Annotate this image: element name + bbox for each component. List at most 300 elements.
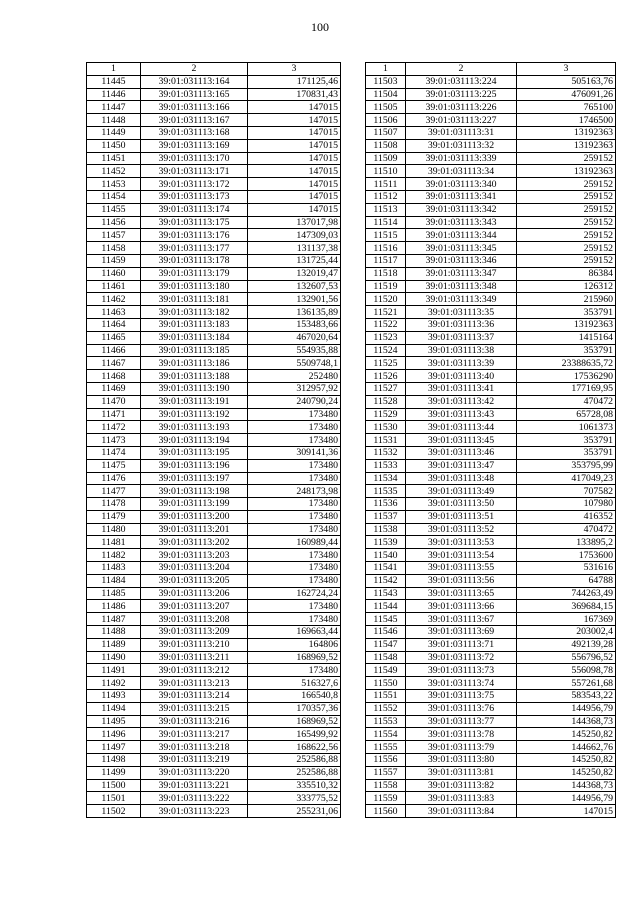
value-cell: 145250,82 <box>517 754 616 767</box>
value-cell: 557261,68 <box>517 677 616 690</box>
cadastral-code-cell: 39:01:031113:180 <box>141 280 248 293</box>
header-cell-number: 1 <box>366 63 406 76</box>
value-cell: 173480 <box>248 600 341 613</box>
table-row <box>366 587 616 600</box>
table-row <box>87 664 341 677</box>
row-number-cell: 11460 <box>87 267 141 280</box>
value-cell: 173480 <box>248 562 341 575</box>
row-number-cell: 11556 <box>366 754 406 767</box>
table-row <box>366 510 616 523</box>
table-row <box>87 485 341 498</box>
value-cell: 147015 <box>248 101 341 114</box>
value-cell: 505163,76 <box>517 75 616 88</box>
value-cell: 259152 <box>517 190 616 203</box>
cadastral-code-cell: 39:01:031113:45 <box>406 434 517 447</box>
table-row <box>87 600 341 613</box>
table-row <box>366 75 616 88</box>
table-row <box>87 690 341 703</box>
header-cell-value: 3 <box>248 63 341 76</box>
row-number-cell: 11506 <box>366 114 406 127</box>
table-row <box>87 126 341 139</box>
cadastral-code-cell: 39:01:031113:215 <box>141 702 248 715</box>
cadastral-code-cell: 39:01:031113:200 <box>141 510 248 523</box>
value-cell: 171125,46 <box>248 75 341 88</box>
row-number-cell: 11516 <box>366 242 406 255</box>
table-row <box>87 510 341 523</box>
value-cell: 5509748,1 <box>248 357 341 370</box>
table-row <box>87 498 341 511</box>
table-row <box>366 728 616 741</box>
table-row <box>366 690 616 703</box>
value-cell: 203002,4 <box>517 626 616 639</box>
row-number-cell: 11455 <box>87 203 141 216</box>
table-row <box>366 574 616 587</box>
cadastral-code-cell: 39:01:031113:211 <box>141 651 248 664</box>
cadastral-code-cell: 39:01:031113:179 <box>141 267 248 280</box>
row-number-cell: 11515 <box>366 229 406 242</box>
row-number-cell: 11459 <box>87 254 141 267</box>
table-row <box>366 536 616 549</box>
table-row <box>366 715 616 728</box>
cadastral-code-cell: 39:01:031113:193 <box>141 421 248 434</box>
value-cell: 177169,95 <box>517 382 616 395</box>
value-cell: 170831,43 <box>248 88 341 101</box>
cadastral-code-cell: 39:01:031113:52 <box>406 523 517 536</box>
row-number-cell: 11470 <box>87 395 141 408</box>
table-row <box>87 75 341 88</box>
value-cell: 353795,99 <box>517 459 616 472</box>
table-row <box>87 190 341 203</box>
row-number-cell: 11448 <box>87 114 141 127</box>
row-number-cell: 11461 <box>87 280 141 293</box>
table-row <box>366 165 616 178</box>
row-number-cell: 11451 <box>87 152 141 165</box>
cadastral-code-cell: 39:01:031113:80 <box>406 754 517 767</box>
row-number-cell: 11538 <box>366 523 406 536</box>
cadastral-code-cell: 39:01:031113:204 <box>141 562 248 575</box>
value-cell: 417049,23 <box>517 472 616 485</box>
value-cell: 132901,56 <box>248 293 341 306</box>
table-row <box>87 139 341 152</box>
value-cell: 335510,32 <box>248 779 341 792</box>
cadastral-code-cell: 39:01:031113:191 <box>141 395 248 408</box>
table-row <box>366 485 616 498</box>
row-number-cell: 11541 <box>366 562 406 575</box>
table-body-right <box>366 63 616 818</box>
cadastral-code-cell: 39:01:031113:44 <box>406 421 517 434</box>
row-number-cell: 11511 <box>366 178 406 191</box>
cadastral-code-cell: 39:01:031113:220 <box>141 766 248 779</box>
table-header-row <box>366 63 616 76</box>
row-number-cell: 11462 <box>87 293 141 306</box>
value-cell: 168969,52 <box>248 715 341 728</box>
cadastral-code-cell: 39:01:031113:47 <box>406 459 517 472</box>
cadastral-code-cell: 39:01:031113:46 <box>406 446 517 459</box>
row-number-cell: 11480 <box>87 523 141 536</box>
value-cell: 259152 <box>517 178 616 191</box>
value-cell: 144662,76 <box>517 741 616 754</box>
value-cell: 145250,82 <box>517 728 616 741</box>
row-number-cell: 11487 <box>87 613 141 626</box>
cadastral-code-cell: 39:01:031113:216 <box>141 715 248 728</box>
row-number-cell: 11534 <box>366 472 406 485</box>
row-number-cell: 11450 <box>87 139 141 152</box>
value-cell: 173480 <box>248 472 341 485</box>
value-cell: 492139,28 <box>517 638 616 651</box>
value-cell: 1415164 <box>517 331 616 344</box>
table-row <box>366 382 616 395</box>
row-number-cell: 11555 <box>366 741 406 754</box>
table-row <box>87 242 341 255</box>
cadastral-code-cell: 39:01:031113:66 <box>406 600 517 613</box>
row-number-cell: 11453 <box>87 178 141 191</box>
row-number-cell: 11505 <box>366 101 406 114</box>
row-number-cell: 11474 <box>87 446 141 459</box>
value-cell: 173480 <box>248 574 341 587</box>
cadastral-code-cell: 39:01:031113:344 <box>406 229 517 242</box>
value-cell: 531616 <box>517 562 616 575</box>
table-row <box>87 421 341 434</box>
row-number-cell: 11521 <box>366 306 406 319</box>
value-cell: 147015 <box>248 126 341 139</box>
value-cell: 137017,98 <box>248 216 341 229</box>
table-row <box>366 600 616 613</box>
cadastral-code-cell: 39:01:031113:37 <box>406 331 517 344</box>
cadastral-code-cell: 39:01:031113:185 <box>141 344 248 357</box>
row-number-cell: 11495 <box>87 715 141 728</box>
cadastral-code-cell: 39:01:031113:173 <box>141 190 248 203</box>
row-number-cell: 11551 <box>366 690 406 703</box>
row-number-cell: 11526 <box>366 370 406 383</box>
cadastral-code-cell: 39:01:031113:347 <box>406 267 517 280</box>
cadastral-code-cell: 39:01:031113:346 <box>406 254 517 267</box>
cadastral-code-cell: 39:01:031113:32 <box>406 139 517 152</box>
row-number-cell: 11525 <box>366 357 406 370</box>
value-cell: 86384 <box>517 267 616 280</box>
value-cell: 147015 <box>248 139 341 152</box>
cadastral-code-cell: 39:01:031113:169 <box>141 139 248 152</box>
cadastral-code-cell: 39:01:031113:195 <box>141 446 248 459</box>
row-number-cell: 11549 <box>366 664 406 677</box>
value-cell: 554935,88 <box>248 344 341 357</box>
table-row <box>87 370 341 383</box>
cadastral-code-cell: 39:01:031113:174 <box>141 203 248 216</box>
table-row <box>366 254 616 267</box>
table-row <box>87 792 341 805</box>
table-row <box>87 293 341 306</box>
value-cell: 131137,38 <box>248 242 341 255</box>
cadastral-code-cell: 39:01:031113:67 <box>406 613 517 626</box>
value-cell: 13192363 <box>517 165 616 178</box>
row-number-cell: 11466 <box>87 344 141 357</box>
page-number: 100 <box>311 20 329 34</box>
table-row <box>366 280 616 293</box>
row-number-cell: 11481 <box>87 536 141 549</box>
cadastral-code-cell: 39:01:031113:184 <box>141 331 248 344</box>
cadastral-code-cell: 39:01:031113:48 <box>406 472 517 485</box>
value-cell: 467020,64 <box>248 331 341 344</box>
value-cell: 13192363 <box>517 126 616 139</box>
value-cell: 136135,89 <box>248 306 341 319</box>
table-row <box>87 805 341 818</box>
value-cell: 369684,15 <box>517 600 616 613</box>
cadastral-code-cell: 39:01:031113:348 <box>406 280 517 293</box>
value-cell: 215960 <box>517 293 616 306</box>
cadastral-code-cell: 39:01:031113:343 <box>406 216 517 229</box>
table-row <box>87 306 341 319</box>
cadastral-code-cell: 39:01:031113:221 <box>141 779 248 792</box>
value-cell: 252586,88 <box>248 766 341 779</box>
cadastral-code-cell: 39:01:031113:217 <box>141 728 248 741</box>
row-number-cell: 11449 <box>87 126 141 139</box>
row-number-cell: 11465 <box>87 331 141 344</box>
table-row <box>366 267 616 280</box>
table-row <box>87 229 341 242</box>
table-row <box>87 165 341 178</box>
table-row <box>87 562 341 575</box>
table-row <box>366 114 616 127</box>
table-row <box>87 267 341 280</box>
row-number-cell: 11503 <box>366 75 406 88</box>
cadastral-code-cell: 39:01:031113:165 <box>141 88 248 101</box>
value-cell: 353791 <box>517 344 616 357</box>
row-number-cell: 11520 <box>366 293 406 306</box>
value-cell: 107980 <box>517 498 616 511</box>
table-row <box>366 741 616 754</box>
row-number-cell: 11482 <box>87 549 141 562</box>
cadastral-code-cell: 39:01:031113:192 <box>141 408 248 421</box>
row-number-cell: 11560 <box>366 805 406 818</box>
cadastral-table-left <box>86 62 341 818</box>
row-number-cell: 11509 <box>366 152 406 165</box>
cadastral-code-cell: 39:01:031113:203 <box>141 549 248 562</box>
value-cell: 173480 <box>248 510 341 523</box>
row-number-cell: 11548 <box>366 651 406 664</box>
row-number-cell: 11501 <box>87 792 141 805</box>
row-number-cell: 11491 <box>87 664 141 677</box>
table-row <box>87 318 341 331</box>
value-cell: 13192363 <box>517 139 616 152</box>
table-row <box>366 638 616 651</box>
cadastral-code-cell: 39:01:031113:35 <box>406 306 517 319</box>
row-number-cell: 11454 <box>87 190 141 203</box>
row-number-cell: 11445 <box>87 75 141 88</box>
row-number-cell: 11477 <box>87 485 141 498</box>
row-number-cell: 11529 <box>366 408 406 421</box>
row-number-cell: 11552 <box>366 702 406 715</box>
value-cell: 170357,36 <box>248 702 341 715</box>
value-cell: 147015 <box>248 165 341 178</box>
table-row <box>366 242 616 255</box>
row-number-cell: 11496 <box>87 728 141 741</box>
row-number-cell: 11489 <box>87 638 141 651</box>
cadastral-code-cell: 39:01:031113:183 <box>141 318 248 331</box>
cadastral-code-cell: 39:01:031113:197 <box>141 472 248 485</box>
table-row <box>366 370 616 383</box>
cadastral-code-cell: 39:01:031113:53 <box>406 536 517 549</box>
cadastral-code-cell: 39:01:031113:182 <box>141 306 248 319</box>
cadastral-code-cell: 39:01:031113:214 <box>141 690 248 703</box>
row-number-cell: 11490 <box>87 651 141 664</box>
value-cell: 144956,79 <box>517 792 616 805</box>
value-cell: 516327,6 <box>248 677 341 690</box>
table-row <box>366 626 616 639</box>
cadastral-code-cell: 39:01:031113:171 <box>141 165 248 178</box>
cadastral-code-cell: 39:01:031113:79 <box>406 741 517 754</box>
table-row <box>366 754 616 767</box>
row-number-cell: 11469 <box>87 382 141 395</box>
row-number-cell: 11550 <box>366 677 406 690</box>
table-row <box>87 395 341 408</box>
value-cell: 168969,52 <box>248 651 341 664</box>
value-cell: 173480 <box>248 408 341 421</box>
cadastral-code-cell: 39:01:031113:77 <box>406 715 517 728</box>
value-cell: 470472 <box>517 395 616 408</box>
value-cell: 162724,24 <box>248 587 341 600</box>
table-row <box>366 408 616 421</box>
cadastral-code-cell: 39:01:031113:31 <box>406 126 517 139</box>
table-row <box>87 178 341 191</box>
table-row <box>87 754 341 767</box>
cadastral-code-cell: 39:01:031113:225 <box>406 88 517 101</box>
cadastral-code-cell: 39:01:031113:164 <box>141 75 248 88</box>
value-cell: 173480 <box>248 664 341 677</box>
row-number-cell: 11492 <box>87 677 141 690</box>
cadastral-code-cell: 39:01:031113:210 <box>141 638 248 651</box>
table-body-left <box>87 63 341 818</box>
row-number-cell: 11510 <box>366 165 406 178</box>
table-row <box>87 344 341 357</box>
table-row <box>366 88 616 101</box>
cadastral-code-cell: 39:01:031113:167 <box>141 114 248 127</box>
cadastral-code-cell: 39:01:031113:340 <box>406 178 517 191</box>
table-row <box>366 446 616 459</box>
value-cell: 147015 <box>248 152 341 165</box>
cadastral-code-cell: 39:01:031113:83 <box>406 792 517 805</box>
cadastral-code-cell: 39:01:031113:54 <box>406 549 517 562</box>
row-number-cell: 11536 <box>366 498 406 511</box>
table-row <box>87 702 341 715</box>
cadastral-code-cell: 39:01:031113:78 <box>406 728 517 741</box>
value-cell: 65728,08 <box>517 408 616 421</box>
value-cell: 173480 <box>248 434 341 447</box>
cadastral-code-cell: 39:01:031113:166 <box>141 101 248 114</box>
row-number-cell: 11483 <box>87 562 141 575</box>
row-number-cell: 11494 <box>87 702 141 715</box>
row-number-cell: 11486 <box>87 600 141 613</box>
row-number-cell: 11447 <box>87 101 141 114</box>
table-row <box>87 587 341 600</box>
cadastral-code-cell: 39:01:031113:224 <box>406 75 517 88</box>
value-cell: 173480 <box>248 498 341 511</box>
row-number-cell: 11479 <box>87 510 141 523</box>
table-row <box>366 613 616 626</box>
value-cell: 312957,92 <box>248 382 341 395</box>
row-number-cell: 11545 <box>366 613 406 626</box>
row-number-cell: 11557 <box>366 766 406 779</box>
cadastral-code-cell: 39:01:031113:43 <box>406 408 517 421</box>
value-cell: 153483,66 <box>248 318 341 331</box>
cadastral-code-cell: 39:01:031113:341 <box>406 190 517 203</box>
cadastral-code-cell: 39:01:031113:194 <box>141 434 248 447</box>
value-cell: 144368,73 <box>517 779 616 792</box>
cadastral-code-cell: 39:01:031113:176 <box>141 229 248 242</box>
cadastral-code-cell: 39:01:031113:201 <box>141 523 248 536</box>
cadastral-code-cell: 39:01:031113:175 <box>141 216 248 229</box>
row-number-cell: 11508 <box>366 139 406 152</box>
table-row <box>366 331 616 344</box>
table-row <box>87 728 341 741</box>
cadastral-code-cell: 39:01:031113:196 <box>141 459 248 472</box>
value-cell: 144956,79 <box>517 702 616 715</box>
value-cell: 476091,26 <box>517 88 616 101</box>
row-number-cell: 11547 <box>366 638 406 651</box>
table-row <box>87 651 341 664</box>
row-number-cell: 11488 <box>87 626 141 639</box>
row-number-cell: 11537 <box>366 510 406 523</box>
cadastral-code-cell: 39:01:031113:186 <box>141 357 248 370</box>
row-number-cell: 11502 <box>87 805 141 818</box>
table-row <box>87 766 341 779</box>
row-number-cell: 11452 <box>87 165 141 178</box>
table-header-row <box>87 63 341 76</box>
cadastral-code-cell: 39:01:031113:349 <box>406 293 517 306</box>
value-cell: 164806 <box>248 638 341 651</box>
row-number-cell: 11498 <box>87 754 141 767</box>
table-row <box>366 472 616 485</box>
row-number-cell: 11533 <box>366 459 406 472</box>
table-row <box>366 139 616 152</box>
value-cell: 707582 <box>517 485 616 498</box>
row-number-cell: 11543 <box>366 587 406 600</box>
table-row <box>87 523 341 536</box>
value-cell: 132019,47 <box>248 267 341 280</box>
table-row <box>366 357 616 370</box>
cadastral-code-cell: 39:01:031113:49 <box>406 485 517 498</box>
table-row <box>366 421 616 434</box>
value-cell: 173480 <box>248 459 341 472</box>
table-row <box>87 152 341 165</box>
table-row <box>366 498 616 511</box>
value-cell: 259152 <box>517 242 616 255</box>
value-cell: 259152 <box>517 229 616 242</box>
cadastral-code-cell: 39:01:031113:55 <box>406 562 517 575</box>
cadastral-code-cell: 39:01:031113:38 <box>406 344 517 357</box>
value-cell: 165499,92 <box>248 728 341 741</box>
cadastral-code-cell: 39:01:031113:71 <box>406 638 517 651</box>
cadastral-code-cell: 39:01:031113:227 <box>406 114 517 127</box>
row-number-cell: 11463 <box>87 306 141 319</box>
value-cell: 126312 <box>517 280 616 293</box>
row-number-cell: 11456 <box>87 216 141 229</box>
cadastral-code-cell: 39:01:031113:199 <box>141 498 248 511</box>
table-row <box>87 357 341 370</box>
row-number-cell: 11514 <box>366 216 406 229</box>
table-row <box>366 101 616 114</box>
value-cell: 259152 <box>517 216 616 229</box>
table-row <box>366 434 616 447</box>
row-number-cell: 11522 <box>366 318 406 331</box>
value-cell: 169663,44 <box>248 626 341 639</box>
table-row <box>366 523 616 536</box>
table-row <box>366 805 616 818</box>
value-cell: 147309,03 <box>248 229 341 242</box>
cadastral-code-cell: 39:01:031113:188 <box>141 370 248 383</box>
value-cell: 765100 <box>517 101 616 114</box>
row-number-cell: 11531 <box>366 434 406 447</box>
cadastral-code-cell: 39:01:031113:75 <box>406 690 517 703</box>
table-row <box>87 549 341 562</box>
